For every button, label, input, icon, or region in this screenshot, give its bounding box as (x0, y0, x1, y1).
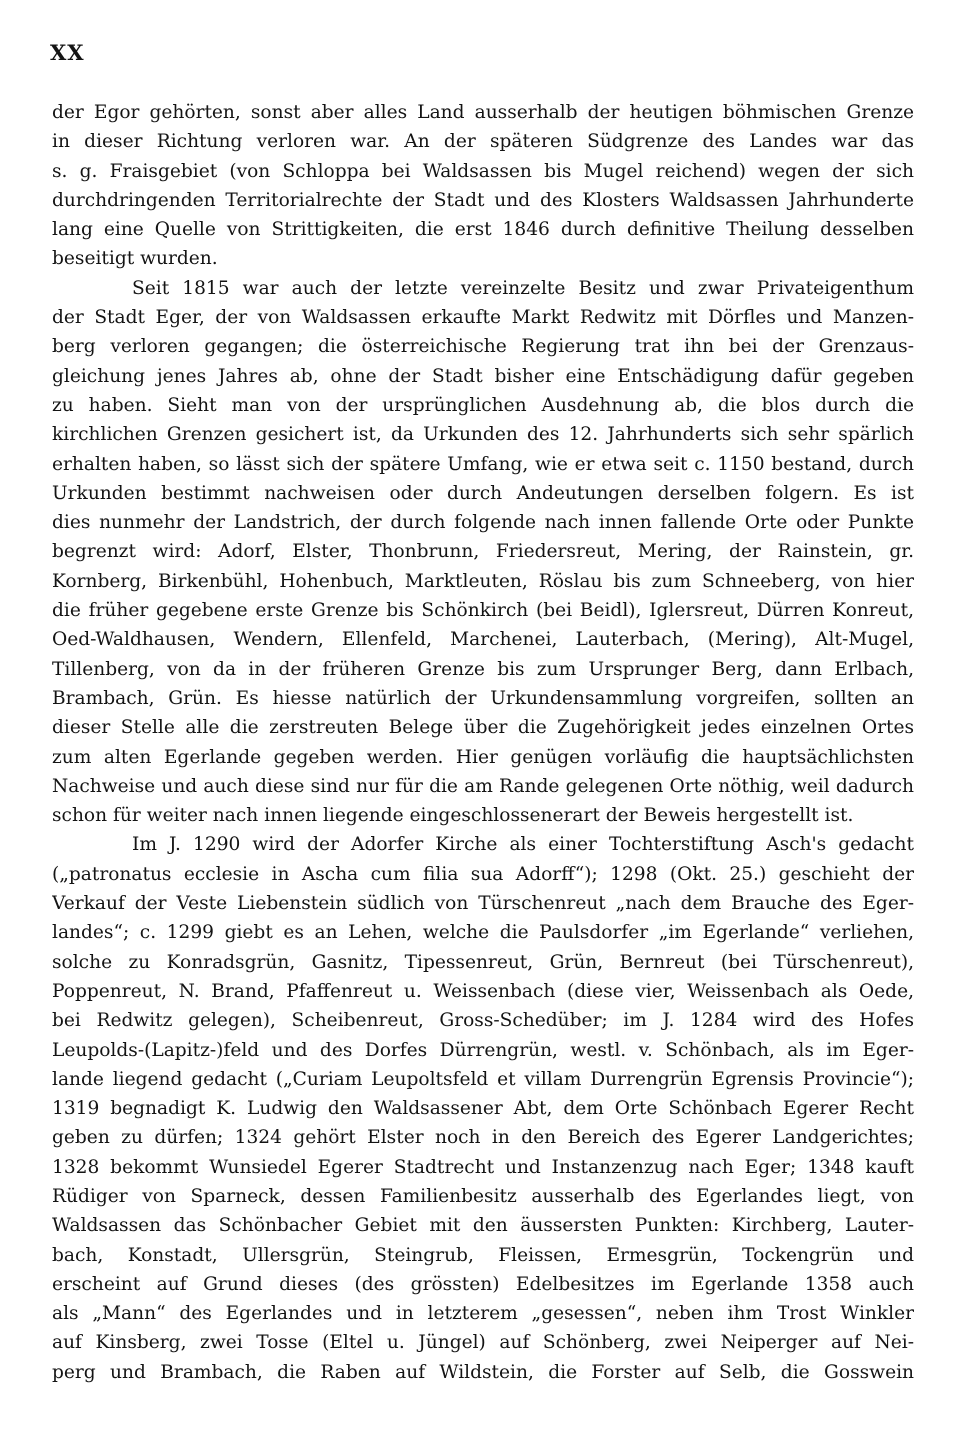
text-line: perg und Brambach, die Raben auf Wildstein, die Forster auf Selb, die Gosswein (52, 1361, 914, 1383)
text-line: bach, Konstadt, Ullersgrün, Steingrub, Fleissen, Ermesgrün, Tockengrün und (52, 1244, 914, 1266)
text-line: Tillenberg, von da in der früheren Grenze bis zum Ursprunger Berg, dann Erlbach, (52, 658, 914, 680)
text-line: s. g. Fraisgebiet (von Schloppa bei Waldsassen bis Mugel reichend) wegen der sich (52, 160, 914, 182)
text-line: geben zu dürfen; 1324 gehört Elster noch in den Bereich des Egerer Landgerichtes; (52, 1127, 914, 1149)
text-line: Rüdiger von Sparneck, dessen Familienbesitz ausserhalb des Egerlandes liegt, von (52, 1185, 914, 1207)
text-line: Oed-Waldhausen, Wendern, Ellenfeld, Marchenei, Lauterbach, (Mering), Alt-Mugel, (52, 629, 914, 651)
text-line: Poppenreut, N. Brand, Pfaffenreut u. Weissenbach (diese vier, Weissenbach als Oede, (52, 980, 914, 1002)
text-line: Urkunden bestimmt nachweisen oder durch Andeutungen derselben folgern. Es ist (52, 482, 914, 504)
text-line: gleichung jenes Jahres ab, ohne der Stadt bisher eine Entschädigung dafür gegeben (52, 365, 914, 387)
text-line: die früher gegebene erste Grenze bis Schönkirch (bei Beidl), Iglersreut, Dürren Konreut, (52, 600, 914, 622)
text-line: solche zu Konradsgrün, Gasnitz, Tipessenreut, Grün, Bernreut (bei Türschenreut), (52, 951, 914, 973)
text-line: Nachweise und auch diese sind nur für die am Rande gelegenen Orte nöthig, weil dadurch (52, 775, 914, 797)
text-line: erhalten haben, so lässt sich der spätere Umfang, wie er etwa seit c. 1150 bestand, durch (52, 453, 914, 475)
text-line: der Stadt Eger, der von Waldsassen erkaufte Markt Redwitz mit Dörfles und Manzen- (52, 307, 914, 329)
text-line: begrenzt wird: Adorf, Elster, Thonbrunn, Friedersreut, Mering, der Rainstein, gr. (52, 541, 914, 563)
text-line: 1328 bekommt Wunsiedel Egerer Stadtrecht und Instanzenzug nach Eger; 1348 kauft (52, 1156, 914, 1178)
text-line: kirchlichen Grenzen gesichert ist, da Urkunden des 12. Jahrhunderts sich sehr spärlich (52, 424, 914, 446)
text-line: zum alten Egerlande gegeben werden. Hier genügen vorläufig die hauptsächlichsten (52, 746, 914, 768)
text-line: („patronatus ecclesie in Ascha cum filia sua Adorff“); 1298 (Okt. 25.) geschieht der (52, 863, 914, 885)
text-line: Verkauf der Veste Liebenstein südlich von Türschenreut „nach dem Brauche des Eger- (52, 893, 914, 915)
text-line: Waldsassen das Schönbacher Gebiet mit den äussersten Punkten: Kirchberg, Lauter- (52, 1215, 914, 1237)
text-line: in dieser Richtung verloren war. An der späteren Südgrenze des Landes war das (52, 131, 914, 153)
text-line: als „Mann“ des Egerlandes und in letzterem „gesessen“, neben ihm Trost Winkler (52, 1303, 914, 1325)
text-line: auf Kinsberg, zwei Tosse (Eltel u. Jüngel) auf Schönberg, zwei Neiperger auf Nei- (52, 1332, 914, 1354)
page-number: XX (50, 40, 85, 65)
text-line: schon für weiter nach innen liegende eingeschlossenerart der Beweis hergestellt ist. (52, 805, 854, 827)
text-line: Leupolds-(Lapitz-)feld und des Dorfes Dürrengrün, westl. v. Schönbach, als im Eger- (52, 1039, 914, 1061)
text-line: erscheint auf Grund dieses (des grössten) Edelbesitzes im Egerlande 1358 auch (52, 1273, 914, 1295)
text-line: lande liegend gedacht („Curiam Leupoltsfeld et villam Durrengrün Egrensis Provincie“); (52, 1068, 914, 1090)
text-line: dies nunmehr der Landstrich, der durch folgende nach innen fallende Orte oder Punkte (52, 512, 914, 534)
body-text (52, 98, 914, 1387)
text-line: landes“; c. 1299 giebt es an Lehen, welche die Paulsdorfer „im Egerlande“ verliehen, (52, 922, 914, 944)
text-line: Im J. 1290 wird der Adorfer Kirche als einer Tochterstiftung Asch's gedacht (132, 834, 914, 856)
text-line: bei Redwitz gelegen), Scheibenreut, Gross-Schedüber; im J. 1284 wird des Hofes (52, 1010, 914, 1032)
text-line: Brambach, Grün. Es hiesse natürlich der Urkundensammlung vorgreifen, sollten an (52, 687, 914, 709)
text-line: berg verloren gegangen; die österreichische Regierung trat ihn bei der Grenzaus- (52, 336, 914, 358)
text-line: lang eine Quelle von Strittigkeiten, die erst 1846 durch definitive Theilung desselben (52, 219, 914, 241)
text-line: 1319 begnadigt K. Ludwig den Waldsassener Abt, dem Orte Schönbach Egerer Recht (52, 1098, 914, 1120)
text-line: durchdringenden Territorialrechte der Stadt und des Klosters Waldsassen Jahrhunderte (52, 189, 914, 211)
text-line: zu haben. Sieht man von der ursprünglichen Ausdehnung ab, die blos durch die (52, 394, 914, 416)
text-line: Kornberg, Birkenbühl, Hohenbuch, Marktleuten, Röslau bis zum Schneeberg, von hier (52, 570, 914, 592)
text-line: dieser Stelle alle die zerstreuten Belege über die Zugehörigkeit jedes einzelnen Ortes (52, 717, 914, 739)
text-line: der Egor gehörten, sonst aber alles Land ausserhalb der heutigen böhmischen Grenze (52, 102, 914, 123)
text-line: Seit 1815 war auch der letzte vereinzelte Besitz und zwar Privateigenthum (132, 277, 914, 299)
text-line: beseitigt wurden. (52, 248, 218, 270)
